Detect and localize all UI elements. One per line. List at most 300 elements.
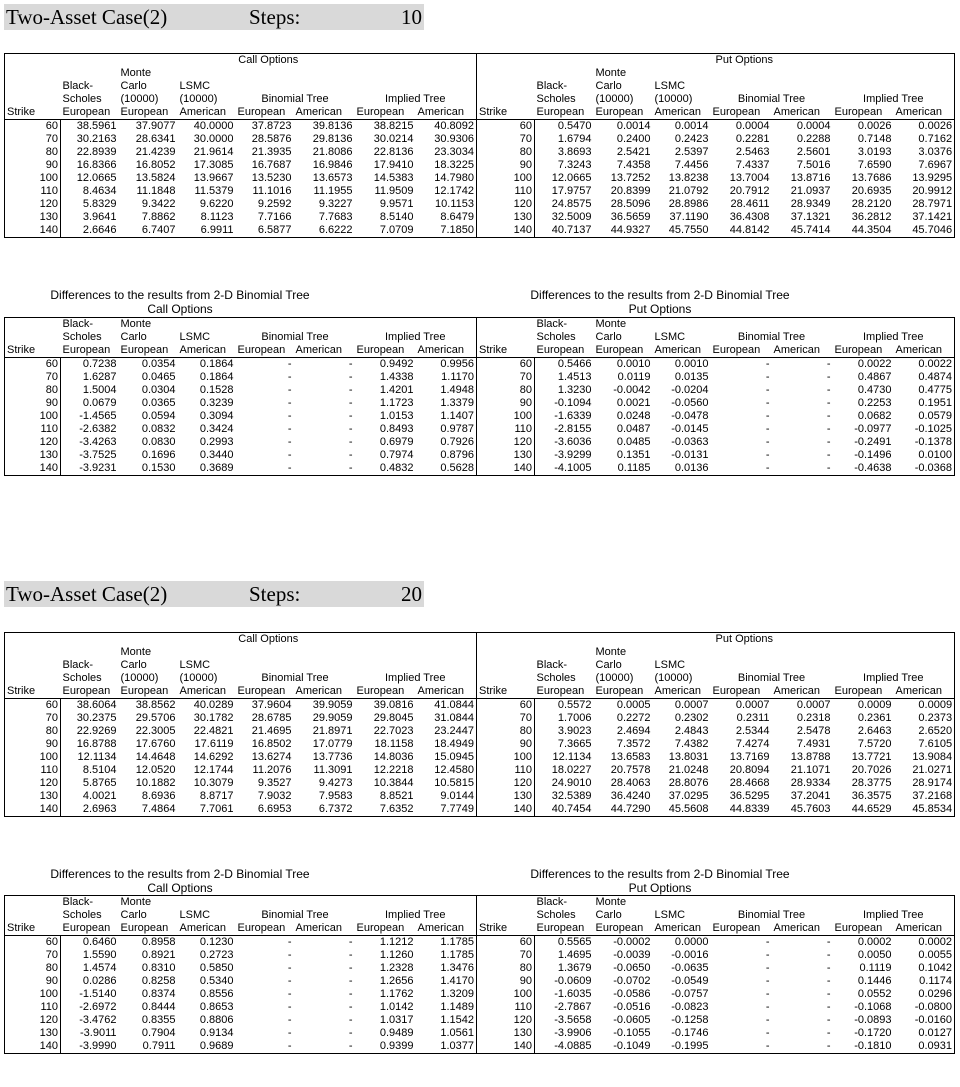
value-cell: -0.0977: [854, 423, 892, 435]
value-cell: -: [826, 384, 831, 396]
table-cell: [711, 646, 772, 659]
table-row: [5, 410, 955, 423]
value-cell: 9.9571: [379, 198, 414, 210]
table-cell: [5, 93, 61, 106]
column-header: American: [894, 106, 955, 120]
value-cell: 1.1489: [440, 1001, 474, 1013]
column-header: Implied Tree: [384, 672, 446, 684]
table-cell: [772, 318, 833, 332]
column-header: Black-: [535, 896, 594, 910]
value-cell: 1.4574: [82, 962, 117, 974]
column-header: American: [294, 106, 355, 120]
column-header: European: [711, 344, 772, 358]
table-cell: [416, 67, 477, 80]
column-header: Binomial Tree: [737, 93, 806, 105]
value-cell: -: [826, 949, 831, 961]
table-cell: [833, 659, 894, 672]
header-row: [5, 67, 955, 80]
value-cell: 3.8693: [557, 146, 592, 158]
value-cell: 0.2272: [616, 712, 651, 724]
table-row: [5, 423, 955, 436]
value-cell: 16.7687: [251, 159, 292, 171]
header-row: [5, 80, 955, 93]
value-cell: 9.3527: [257, 777, 292, 789]
value-cell: -: [348, 436, 353, 448]
value-cell: 21.0248: [668, 764, 709, 776]
value-cell: 38.5961: [76, 120, 117, 132]
column-header: European: [833, 685, 894, 699]
strike-header: Strike: [477, 685, 535, 699]
table-row: [5, 738, 955, 751]
value-cell: -: [765, 1001, 770, 1013]
value-cell: 13.9084: [894, 751, 955, 764]
column-header: American: [653, 922, 711, 936]
value-cell: 0.9787: [440, 423, 474, 435]
column-header: American: [416, 685, 477, 699]
strike-cell: 90: [5, 159, 61, 172]
value-cell: 37.9604: [251, 699, 292, 711]
table-cell: [61, 646, 119, 659]
value-cell: 7.4931: [796, 738, 831, 750]
value-cell: 13.7736: [312, 751, 353, 763]
value-cell: 37.8723: [251, 120, 292, 132]
value-cell: 1.7006: [557, 712, 592, 724]
table-cell: [711, 67, 772, 80]
column-header: European: [594, 106, 653, 120]
value-cell: 12.4580: [434, 764, 474, 776]
value-cell: 38.6064: [76, 699, 117, 711]
strike-header: Strike: [5, 685, 61, 699]
value-cell: -: [348, 1001, 353, 1013]
table-cell: [653, 318, 711, 332]
value-cell: 2.6963: [61, 803, 119, 817]
value-cell: -0.0131: [671, 449, 709, 461]
value-cell: 37.1421: [894, 211, 955, 224]
value-cell: 1.0142: [379, 1001, 414, 1013]
value-cell: 13.8031: [668, 751, 709, 763]
header-row: [5, 685, 955, 699]
table-cell: [894, 659, 955, 672]
value-cell: 0.0832: [141, 423, 176, 435]
column-header: Binomial Tree: [261, 331, 329, 343]
value-cell: 28.9174: [894, 777, 955, 790]
value-cell: 7.5720: [857, 738, 892, 750]
table-cell: [5, 633, 61, 647]
column-header: Scholes: [62, 672, 102, 684]
value-cell: 0.9134: [199, 1027, 234, 1039]
value-cell: -: [287, 397, 292, 409]
strike-cell: 70: [5, 949, 61, 962]
value-cell: 0.3689: [178, 462, 236, 476]
strike-cell: 80: [5, 146, 61, 159]
table-cell: [178, 896, 236, 910]
value-cell: -3.9231: [61, 462, 119, 476]
strike-header: Strike: [477, 344, 535, 358]
table-cell: [894, 80, 955, 93]
value-cell: 45.7414: [772, 224, 833, 238]
value-cell: 7.5016: [796, 159, 831, 171]
value-cell: -0.1049: [594, 1040, 653, 1054]
value-cell: 18.1158: [374, 738, 414, 750]
value-cell: 2.5478: [796, 725, 831, 737]
value-cell: 0.1174: [894, 975, 955, 988]
table-row: [5, 462, 955, 476]
strike-cell: 90: [5, 397, 61, 410]
column-header: LSMC: [179, 331, 211, 343]
column-header: Scholes: [536, 331, 576, 343]
value-cell: 0.9399: [355, 1040, 416, 1054]
column-header: European: [535, 344, 594, 358]
value-cell: 18.3225: [434, 159, 474, 171]
table-cell: [416, 318, 477, 332]
value-cell: 0.1230: [199, 936, 234, 948]
value-cell: -0.0586: [613, 988, 651, 1000]
value-cell: 22.8939: [76, 146, 117, 158]
column-header: American: [653, 685, 711, 699]
value-cell: 12.1742: [434, 185, 474, 197]
value-cell: -: [826, 1001, 831, 1013]
value-cell: 0.2993: [199, 436, 234, 448]
table-cell: [5, 659, 61, 672]
value-cell: 0.0002: [857, 936, 892, 948]
column-header: Implied Tree: [384, 331, 446, 343]
value-cell: 7.9583: [318, 790, 353, 802]
value-cell: 7.4358: [616, 159, 651, 171]
header-row: [5, 331, 955, 344]
value-cell: 9.3227: [318, 198, 353, 210]
value-cell: 0.1119: [859, 962, 892, 974]
column-header: Black-: [535, 318, 594, 332]
table-cell: [477, 896, 535, 910]
column-header: American: [178, 344, 236, 358]
value-cell: -: [826, 1014, 831, 1026]
value-cell: 0.0026: [894, 120, 955, 134]
value-cell: 1.2656: [379, 975, 414, 987]
strike-cell: 100: [5, 172, 61, 185]
value-cell: 6.9911: [178, 224, 236, 238]
column-header: LSMC: [179, 80, 211, 92]
value-cell: 11.2076: [252, 764, 292, 776]
value-cell: 0.0004: [735, 120, 770, 132]
value-cell: -: [287, 423, 292, 435]
value-cell: 0.1185: [594, 462, 653, 476]
value-cell: 7.6352: [355, 803, 416, 817]
value-cell: 0.2361: [857, 712, 892, 724]
value-cell: 0.9492: [379, 358, 414, 370]
value-cell: -2.6382: [79, 423, 117, 435]
value-cell: 0.7904: [141, 1027, 176, 1039]
value-cell: -: [765, 449, 770, 461]
value-cell: -: [826, 988, 831, 1000]
value-cell: -: [765, 358, 770, 370]
value-cell: -0.0039: [613, 949, 651, 961]
table-cell: [653, 646, 711, 659]
value-cell: 29.5706: [135, 712, 176, 724]
column-header: Monte: [595, 67, 627, 79]
value-cell: -: [294, 462, 355, 476]
table-cell: [477, 646, 535, 659]
table-row: [5, 949, 955, 962]
value-cell: -: [772, 1040, 833, 1054]
strike-cell: 140: [5, 224, 61, 238]
header-row: [5, 646, 955, 659]
table-cell: [653, 67, 711, 80]
column-header: American: [772, 344, 833, 358]
table-cell: [772, 659, 833, 672]
value-cell: 10.3844: [373, 777, 414, 789]
column-header: (10000): [179, 672, 218, 684]
value-cell: 3.9023: [557, 725, 592, 737]
header-row: [5, 909, 955, 922]
value-cell: 1.1542: [440, 1014, 474, 1026]
value-cell: 14.6292: [193, 751, 234, 763]
strike-cell: 110: [5, 185, 61, 198]
value-cell: 10.3079: [193, 777, 234, 789]
column-header: European: [61, 922, 119, 936]
value-cell: -1.6035: [554, 988, 592, 1000]
value-cell: -3.6036: [554, 436, 592, 448]
column-header: Carlo: [120, 80, 147, 92]
table-cell: [294, 646, 355, 659]
column-header: American: [178, 106, 236, 120]
value-cell: 0.2302: [674, 712, 709, 724]
value-cell: 20.7026: [851, 764, 892, 776]
value-cell: 28.3775: [851, 777, 892, 789]
value-cell: 21.0792: [668, 185, 709, 197]
value-cell: -: [765, 436, 770, 448]
table-cell: [833, 318, 894, 332]
table-cell: [416, 659, 477, 672]
value-cell: 16.9846: [312, 159, 353, 171]
value-cell: 20.7578: [610, 764, 651, 776]
strike-cell: 80: [5, 384, 61, 397]
value-cell: 7.7749: [416, 803, 477, 817]
value-cell: -: [287, 975, 292, 987]
table-cell: [5, 896, 61, 910]
value-cell: -: [826, 410, 831, 422]
strike-cell: 60: [477, 699, 535, 713]
value-cell: 1.1723: [379, 397, 414, 409]
value-cell: 0.0485: [616, 436, 651, 448]
value-cell: 0.0136: [653, 462, 711, 476]
column-header: Black-: [61, 318, 119, 332]
table-cell: [294, 80, 355, 93]
value-cell: -2.8155: [554, 423, 592, 435]
value-cell: -0.1995: [653, 1040, 711, 1054]
value-cell: 13.6274: [251, 751, 292, 763]
strike-cell: 80: [477, 725, 535, 738]
value-cell: -: [348, 936, 353, 948]
column-header: (10000): [654, 93, 693, 105]
value-cell: 28.2120: [851, 198, 892, 210]
value-cell: 14.5383: [373, 172, 414, 184]
column-header: American: [416, 344, 477, 358]
column-header: European: [535, 922, 594, 936]
diff-caption-put: [510, 867, 810, 895]
table-cell: [178, 646, 236, 659]
table-cell: [61, 67, 119, 80]
value-cell: -: [826, 449, 831, 461]
table-row: [5, 358, 955, 372]
table-cell: [236, 80, 294, 93]
value-cell: 0.0296: [894, 988, 955, 1001]
value-cell: 0.0679: [82, 397, 117, 409]
strike-cell: 110: [477, 423, 535, 436]
value-cell: -3.9990: [61, 1040, 119, 1054]
value-cell: 9.2592: [257, 198, 292, 210]
value-cell: 45.7603: [772, 803, 833, 817]
value-cell: 39.9059: [312, 699, 353, 711]
value-cell: 13.7004: [729, 172, 770, 184]
column-header: Scholes: [62, 331, 102, 343]
table-cell: [236, 646, 294, 659]
table-cell: [894, 318, 955, 332]
value-cell: 3.0193: [857, 146, 892, 158]
value-cell: 0.7926: [440, 436, 474, 448]
value-cell: 2.6646: [61, 224, 119, 238]
value-cell: 1.0317: [379, 1014, 414, 1026]
value-cell: 0.1951: [894, 397, 955, 410]
value-cell: 1.4170: [440, 975, 474, 987]
value-cell: -: [826, 371, 831, 383]
table-cell: [355, 67, 416, 80]
value-cell: -: [765, 949, 770, 961]
value-cell: 0.8444: [141, 1001, 176, 1013]
value-cell: 7.8862: [141, 211, 176, 223]
strike-header: Strike: [477, 922, 535, 936]
value-cell: 22.4821: [193, 725, 234, 737]
value-cell: -0.0160: [894, 1014, 955, 1027]
value-cell: 10.5815: [434, 777, 474, 789]
value-cell: -0.1068: [854, 1001, 892, 1013]
value-cell: -3.9011: [80, 1027, 117, 1039]
results-table-steps-20: [4, 632, 955, 817]
value-cell: -: [348, 371, 353, 383]
value-cell: 0.1042: [894, 962, 955, 975]
results-table-steps-10: [4, 53, 955, 238]
value-cell: 17.9410: [373, 159, 414, 171]
column-header: Implied Tree: [833, 93, 955, 106]
strike-cell: 140: [5, 803, 61, 817]
column-header: Monte: [594, 896, 653, 910]
column-header: American: [178, 685, 236, 699]
strike-cell: 140: [5, 1040, 61, 1054]
value-cell: 0.1530: [119, 462, 178, 476]
diff-caption-put: [510, 288, 810, 316]
table-row: [5, 449, 955, 462]
value-cell: -0.0368: [894, 462, 955, 476]
value-cell: 7.4864: [119, 803, 178, 817]
value-cell: 39.8136: [312, 120, 353, 132]
column-header: (10000): [595, 93, 634, 105]
strike-cell: 120: [477, 777, 535, 790]
table-cell: [178, 67, 236, 80]
diff-table-steps-20: [4, 895, 955, 1054]
strike-cell: 140: [477, 462, 535, 476]
value-cell: 2.5463: [735, 146, 770, 158]
value-cell: 29.9059: [312, 712, 353, 724]
value-cell: 0.0487: [616, 423, 651, 435]
value-cell: -0.0635: [671, 962, 709, 974]
strike-cell: 130: [5, 449, 61, 462]
value-cell: 0.0026: [857, 120, 892, 132]
value-cell: 30.0000: [193, 133, 234, 145]
value-cell: 9.3422: [141, 198, 176, 210]
value-cell: 0.0127: [894, 1027, 955, 1040]
column-header: Black-: [62, 659, 94, 671]
value-cell: 0.8355: [141, 1014, 176, 1026]
value-cell: 16.8502: [251, 738, 292, 750]
value-cell: 15.0945: [434, 751, 474, 763]
value-cell: -: [348, 449, 353, 461]
value-cell: -: [287, 384, 292, 396]
value-cell: 0.0007: [796, 699, 831, 711]
strike-cell: 140: [5, 462, 61, 476]
column-header: LSMC: [654, 80, 686, 92]
value-cell: 16.8052: [135, 159, 176, 171]
value-cell: 1.3679: [557, 962, 592, 974]
column-header: (10000): [120, 93, 159, 105]
value-cell: 37.0295: [668, 790, 709, 802]
value-cell: 1.4338: [379, 371, 414, 383]
value-cell: -: [826, 358, 831, 370]
table-cell: [894, 67, 955, 80]
value-cell: 21.1071: [790, 764, 831, 776]
value-cell: 0.0005: [616, 699, 651, 711]
value-cell: -: [765, 384, 770, 396]
value-cell: 0.2373: [894, 712, 955, 725]
table-row: [5, 436, 955, 449]
value-cell: 0.0248: [616, 410, 651, 422]
column-header: (10000): [179, 93, 218, 105]
column-header: European: [355, 922, 416, 936]
table-cell: [477, 93, 535, 106]
column-header: American: [894, 344, 955, 358]
column-header: Monte: [595, 646, 627, 658]
column-header: Black-: [536, 80, 568, 92]
value-cell: 21.0271: [894, 764, 955, 777]
strike-cell: 110: [477, 764, 535, 777]
value-cell: 24.9010: [551, 777, 592, 789]
value-cell: 8.4634: [82, 185, 117, 197]
table-row: [5, 725, 955, 738]
column-header: American: [653, 344, 711, 358]
table-cell: [416, 80, 477, 93]
value-cell: 1.3379: [440, 397, 474, 409]
value-cell: 22.3005: [135, 725, 176, 737]
value-cell: 8.6936: [141, 790, 176, 802]
value-cell: 0.2311: [736, 712, 770, 724]
value-cell: 0.5340: [199, 975, 234, 987]
value-cell: 0.0594: [141, 410, 176, 422]
value-cell: 40.0289: [193, 699, 234, 711]
value-cell: 0.5628: [416, 462, 477, 476]
value-cell: 13.7686: [851, 172, 892, 184]
table-row: [5, 224, 955, 238]
table-cell: [772, 896, 833, 910]
table-cell: [5, 67, 61, 80]
value-cell: 11.1955: [313, 185, 353, 197]
value-cell: 23.2447: [434, 725, 474, 737]
column-header: Implied Tree: [384, 93, 446, 105]
table-row: [5, 159, 955, 172]
column-header: Scholes: [536, 93, 576, 105]
value-cell: 23.3034: [434, 146, 474, 158]
strike-header: Strike: [5, 922, 61, 936]
table-cell: [711, 896, 772, 910]
table-cell: [711, 318, 772, 332]
value-cell: 1.2328: [379, 962, 414, 974]
